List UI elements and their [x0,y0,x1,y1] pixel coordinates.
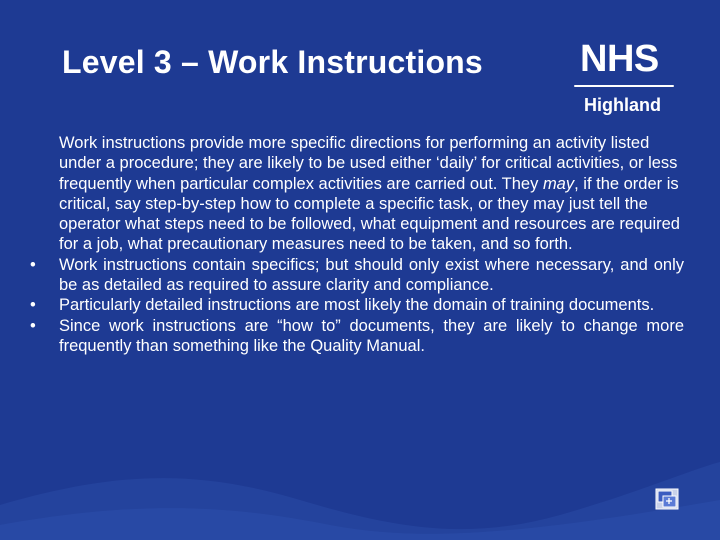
bullet-marker: • [30,255,36,274]
intro-text-emphasis: may [542,174,575,193]
logo-org-text: NHS [580,38,659,80]
slide-body [24,133,684,356]
intro-text-before: Work instructions provide more specific directions for performing an activity listed under a procedure; they are likely to be used either ‘daily’ for critical activities, or less frequently when particular complex activities are carried out. They [59,134,678,193]
bullet-item [24,295,684,315]
bullet-text: Since work instructions are “how to” documents, they are likely to change more frequently than something like the Quality Manual. [59,316,684,355]
bullet-text: Work instructions contain specifics; but should only exist where necessary, and only be as detailed as required to assure clarity and compliance. [59,255,684,295]
slide-title: Level 3 – Work Instructions [62,44,483,80]
slide-navigation-icon[interactable] [655,488,679,510]
logo-region-text: Highland [584,95,661,115]
bullet-marker: • [30,316,36,335]
logo-divider [574,85,674,87]
bullet-list [24,255,684,356]
bullet-marker: • [30,296,36,315]
intro-paragraph [59,133,684,255]
nhs-highland-logo [572,38,680,124]
bullet-item [24,255,684,296]
bullet-text: Particularly detailed instructions are most likely the domain of training documents. [59,296,655,315]
bullet-item [24,316,684,357]
intro-text-after: , if the order is critical, say step-by-step how to complete a specific task, or they may just tell the operator what steps need to be followed, what equipment and resources are required for a job, what precautionary measures need to be taken, and so forth. [59,174,680,254]
